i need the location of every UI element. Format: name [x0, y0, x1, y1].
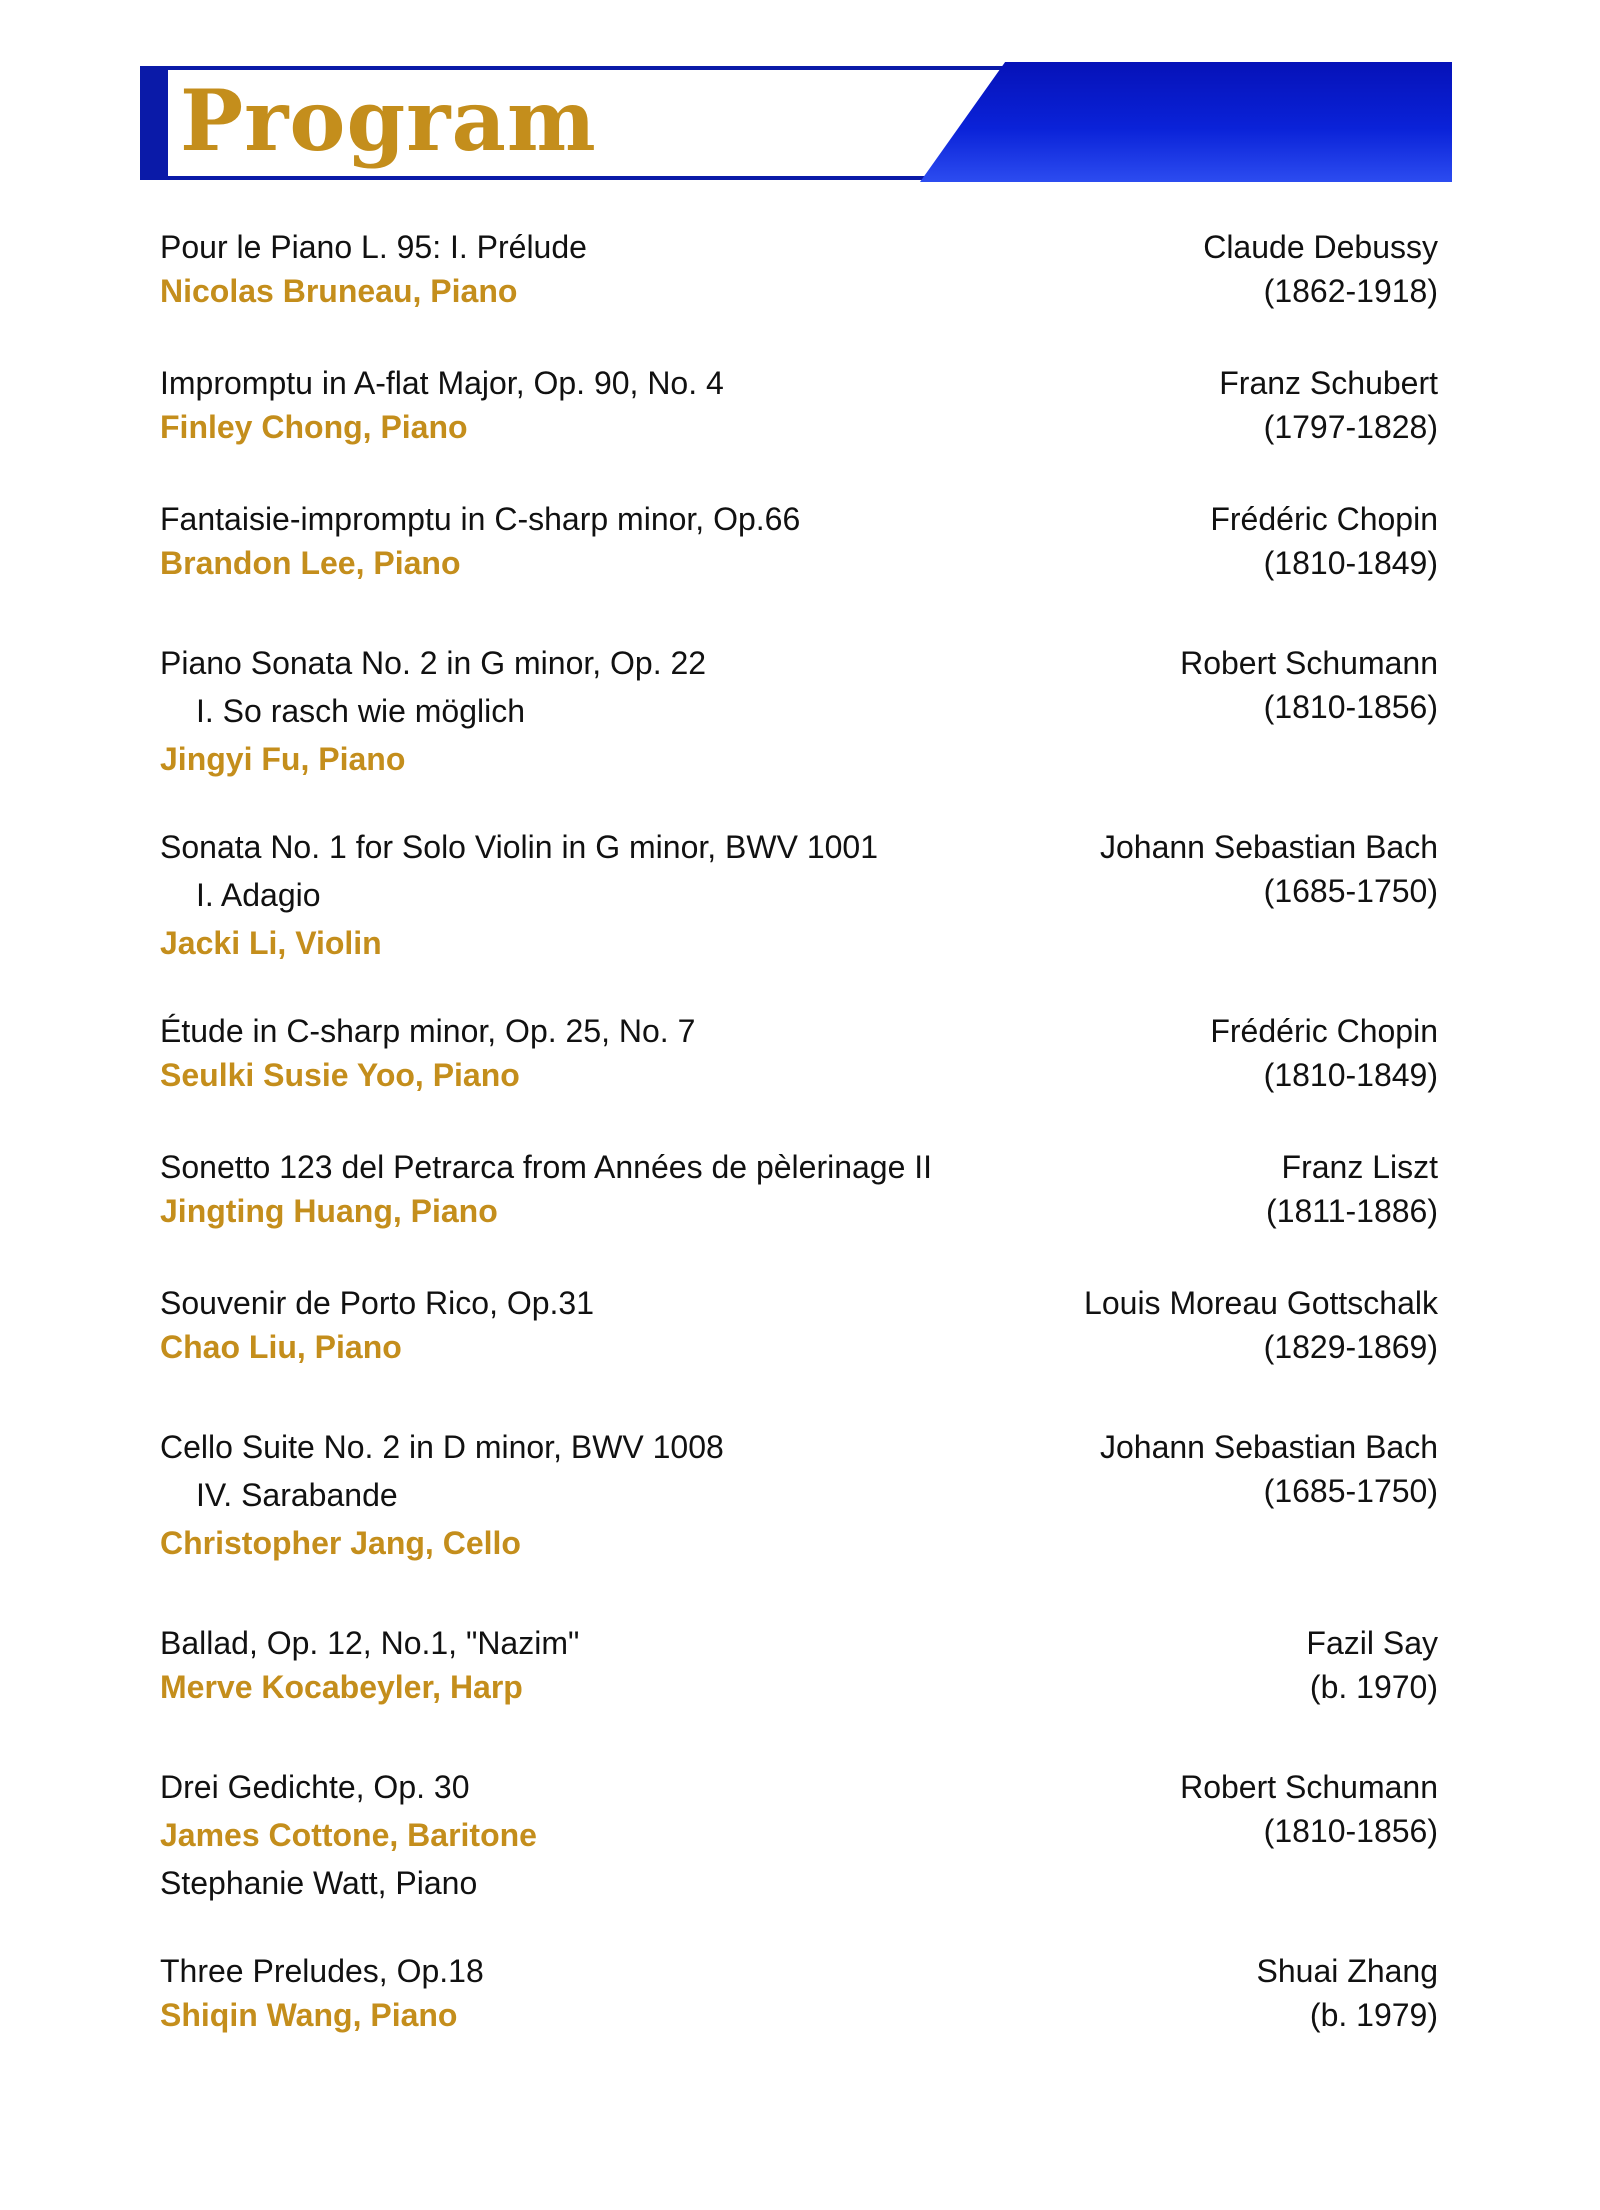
piece-title: Impromptu in A-flat Major, Op. 90, No. 4 — [160, 365, 724, 401]
performer: Jacki Li, Violin — [160, 925, 382, 961]
program-item — [160, 1009, 1438, 1097]
composer-name: Fazil Say — [1306, 1625, 1438, 1661]
program-item — [160, 825, 1438, 965]
piece-title: Fantaisie-impromptu in C-sharp minor, Op.66 — [160, 501, 801, 537]
composer-dates: (b. 1979) — [1309, 1997, 1438, 2033]
composer-dates: (b. 1970) — [1309, 1669, 1438, 1705]
piece-title: Sonetto 123 del Petrarca from Années de pèlerinage II — [160, 1149, 933, 1185]
composer-name: Claude Debussy — [1203, 229, 1438, 265]
performer: Merve Kocabeyler, Harp — [160, 1669, 523, 1705]
banner-blue-panel — [920, 62, 1452, 182]
composer-name: Johann Sebastian Bach — [1099, 1429, 1438, 1465]
performer: Chao Liu, Piano — [160, 1329, 402, 1365]
piece-title: Three Preludes, Op.18 — [160, 1953, 484, 1989]
program-item — [160, 641, 1438, 781]
composer-name: Franz Liszt — [1281, 1149, 1438, 1185]
composer-dates: (1810-1849) — [1263, 545, 1438, 581]
composer-dates: (1797-1828) — [1263, 409, 1438, 445]
piece-title: Cello Suite No. 2 in D minor, BWV 1008 — [160, 1429, 724, 1465]
piece-title: Étude in C-sharp minor, Op. 25, No. 7 — [160, 1013, 696, 1049]
composer-name: Robert Schumann — [1180, 645, 1438, 681]
piece-title: Souvenir de Porto Rico, Op.31 — [160, 1285, 595, 1321]
program-item — [160, 1949, 1438, 2037]
program-item — [160, 1425, 1438, 1565]
composer-dates: (1810-1856) — [1263, 1813, 1438, 1849]
movement-title: IV. Sarabande — [196, 1477, 398, 1513]
piece-title: Piano Sonata No. 2 in G minor, Op. 22 — [160, 645, 707, 681]
performer: Jingyi Fu, Piano — [160, 741, 406, 777]
movement-title: I. So rasch wie möglich — [196, 693, 526, 729]
composer-dates: (1810-1849) — [1263, 1057, 1438, 1093]
composer-dates: (1685-1750) — [1263, 873, 1438, 909]
program-item — [160, 497, 1438, 585]
program-item — [160, 1281, 1438, 1369]
program-item — [160, 361, 1438, 449]
program-list — [160, 225, 1438, 2037]
program-banner — [140, 62, 1452, 182]
piece-title: Sonata No. 1 for Solo Violin in G minor, BWV 1001 — [160, 829, 879, 865]
accompanist: Stephanie Watt, Piano — [160, 1865, 478, 1901]
composer-dates: (1685-1750) — [1263, 1473, 1438, 1509]
performer: James Cottone, Baritone — [160, 1817, 537, 1853]
composer-name: Frédéric Chopin — [1210, 501, 1438, 537]
piece-title: Ballad, Op. 12, No.1, "Nazim" — [160, 1625, 580, 1661]
composer-name: Robert Schumann — [1180, 1769, 1438, 1805]
page-title: Program — [180, 71, 597, 170]
composer-name: Frédéric Chopin — [1210, 1013, 1438, 1049]
performer: Shiqin Wang, Piano — [160, 1997, 458, 2033]
program-item — [160, 1145, 1438, 1233]
composer-name: Shuai Zhang — [1256, 1953, 1438, 1989]
composer-name: Louis Moreau Gottschalk — [1084, 1285, 1438, 1321]
composer-name: Franz Schubert — [1219, 365, 1438, 401]
piece-title: Drei Gedichte, Op. 30 — [160, 1769, 470, 1805]
program-item — [160, 225, 1438, 313]
composer-dates: (1862-1918) — [1263, 273, 1438, 309]
performer: Nicolas Bruneau, Piano — [160, 273, 518, 309]
performer: Seulki Susie Yoo, Piano — [160, 1057, 520, 1093]
composer-dates: (1810-1856) — [1263, 689, 1438, 725]
program-item — [160, 1621, 1438, 1709]
performer: Finley Chong, Piano — [160, 409, 468, 445]
composer-name: Johann Sebastian Bach — [1099, 829, 1438, 865]
composer-dates: (1811-1886) — [1266, 1193, 1438, 1229]
performer: Brandon Lee, Piano — [160, 545, 461, 581]
performer: Jingting Huang, Piano — [160, 1193, 498, 1229]
piece-title: Pour le Piano L. 95: I. Prélude — [160, 229, 587, 265]
composer-dates: (1829-1869) — [1263, 1329, 1438, 1365]
movement-title: I. Adagio — [196, 877, 321, 913]
performer: Christopher Jang, Cello — [160, 1525, 521, 1561]
program-item — [160, 1765, 1438, 1905]
